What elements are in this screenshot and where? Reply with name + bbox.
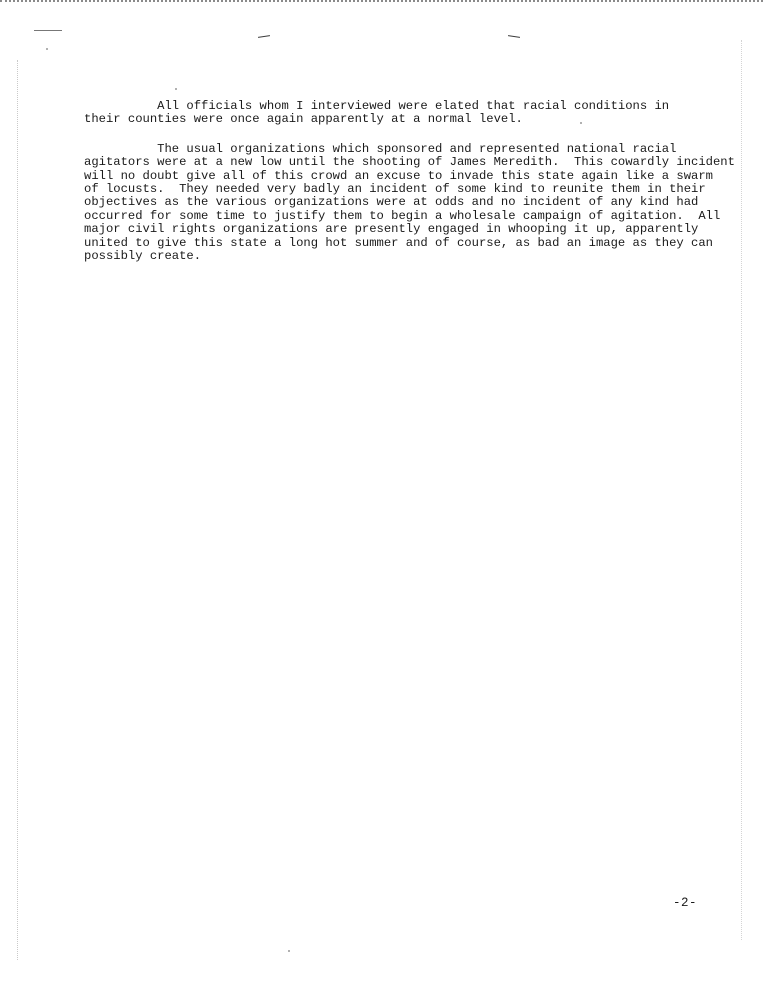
- scan-speck: [46, 48, 48, 50]
- scan-mark: [34, 30, 62, 31]
- scan-speck: [175, 88, 177, 90]
- text-line: occurred for some time to justify them to begin a wholesale campaign of agitation. All: [84, 208, 721, 223]
- paragraph-2: [84, 141, 735, 264]
- letter-body: [84, 99, 735, 279]
- text-line: united to give this state a long hot summer and of course, as bad an image as they can: [84, 235, 713, 250]
- text-line: The usual organizations which sponsored and represented national racial: [84, 141, 677, 156]
- text-line: agitators were at a new low until the shooting of James Meredith. This cowardly incident: [84, 155, 735, 170]
- left-margin-marks: [17, 60, 20, 960]
- page-top-edge: [0, 0, 763, 6]
- text-line: possibly create.: [84, 249, 202, 264]
- scan-speck: [288, 950, 290, 952]
- paragraph-1: [84, 100, 724, 127]
- text-line: All officials whom I interviewed were elated that racial conditions in: [84, 99, 670, 113]
- text-line: of locusts. They needed very badly an incident of some kind to reunite them in their: [84, 182, 706, 197]
- page-number: -2-: [673, 896, 698, 910]
- scan-mark: [258, 35, 270, 38]
- scan-mark: [508, 35, 520, 38]
- right-margin-marks: [741, 40, 744, 940]
- text-line: will no doubt give all of this crowd an excuse to invade this state again like a swarm: [84, 168, 713, 183]
- text-line: major civil rights organizations are presently engaged in whooping it up, apparently: [84, 222, 699, 237]
- text-line: their counties were once again apparently at a normal level.: [84, 112, 523, 127]
- text-line: objectives as the various organizations were at odds and no incident of any kind had: [84, 195, 699, 210]
